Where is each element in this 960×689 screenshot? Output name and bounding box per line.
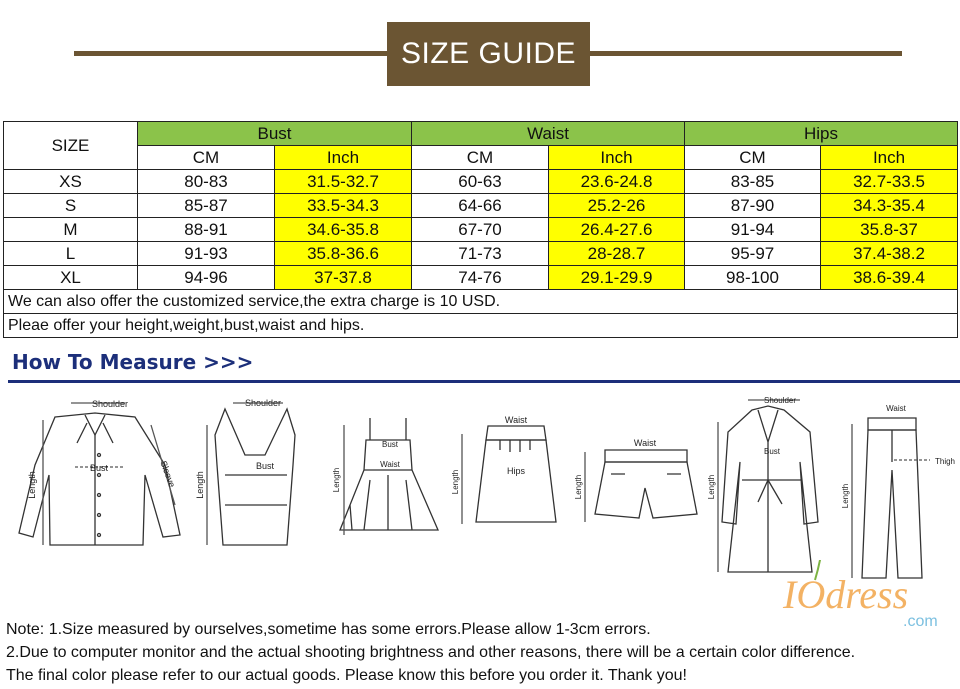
size-table (3, 121, 958, 338)
bust-cm-cell: 88-91 (138, 218, 275, 242)
bust-inch-cell: 35.8-36.6 (275, 242, 412, 266)
hips-inch-cell: 35.8-37 (821, 218, 958, 242)
note-row (4, 314, 958, 338)
bust-label: Bust (381, 440, 399, 449)
waist-cm-cell: 67-70 (412, 218, 549, 242)
waist-cm-cell: 60-63 (412, 170, 549, 194)
header-rule-left (74, 51, 387, 56)
waist-label: Waist (633, 438, 657, 448)
tank-top-diagram (195, 395, 315, 555)
unit-inch: Inch (275, 146, 412, 170)
note-line: Note: 1.Size measured by ourselves,sometime has some errors.Please allow 1-3cm errors. (6, 621, 651, 638)
hips-cm-cell: 98-100 (685, 266, 821, 290)
hips-cm-cell: 83-85 (685, 170, 821, 194)
table-row (4, 218, 958, 242)
table-row (4, 242, 958, 266)
size-cell: XS (4, 170, 138, 194)
blouse-drawing (15, 395, 185, 565)
hips-cm-cell: 87-90 (685, 194, 821, 218)
table-row (4, 194, 958, 218)
length-label: Length (195, 471, 205, 499)
hips-label: Hips (506, 466, 526, 476)
note-row (4, 290, 958, 314)
watermark-domain: .com (903, 613, 938, 630)
bust-cm-cell: 91-93 (138, 242, 275, 266)
length-label: Length (451, 469, 460, 495)
thigh-label: Thigh (934, 457, 956, 466)
bust-header: Bust (138, 122, 412, 146)
table-row (4, 170, 958, 194)
bust-label: Bust (89, 463, 109, 473)
size-cell: XL (4, 266, 138, 290)
waist-label: Waist (380, 460, 400, 469)
bust-inch-cell: 34.6-35.8 (275, 218, 412, 242)
unit-inch: Inch (821, 146, 958, 170)
waist-header: Waist (412, 122, 685, 146)
unit-cm: CM (685, 146, 821, 170)
hips-header: Hips (685, 122, 958, 146)
length-label: Length (332, 467, 341, 493)
shoulder-label: Shoulder (244, 398, 282, 408)
custom-service-note: We can also offer the customized service,the extra charge is 10 USD. (4, 290, 958, 314)
hips-inch-cell: 38.6-39.4 (821, 266, 958, 290)
table-unit-row (4, 146, 958, 170)
sleeve-label: Sleeve (158, 459, 178, 489)
shoulder-label: Shoulder (91, 399, 129, 409)
size-cell: S (4, 194, 138, 218)
dress-diagram (330, 410, 440, 550)
notes-block (6, 618, 958, 687)
size-cell: M (4, 218, 138, 242)
trousers-diagram (842, 400, 960, 585)
bust-inch-cell: 33.5-34.3 (275, 194, 412, 218)
length-label: Length (841, 483, 850, 509)
measurement-request-note: Pleae offer your height,weight,bust,waist and hips. (4, 314, 958, 338)
waist-cm-cell: 71-73 (412, 242, 549, 266)
note-line: 2.Due to computer monitor and the actual shooting brightness and other reasons, there will be a certain color difference. (6, 644, 856, 661)
table-row (4, 266, 958, 290)
shorts-diagram (575, 432, 700, 532)
bust-inch-cell: 31.5-32.7 (275, 170, 412, 194)
waist-label: Waist (886, 404, 906, 413)
waist-inch-cell: 26.4-27.6 (549, 218, 685, 242)
hips-inch-cell: 34.3-35.4 (821, 194, 958, 218)
hips-cm-cell: 91-94 (685, 218, 821, 242)
waist-inch-cell: 23.6-24.8 (549, 170, 685, 194)
hips-inch-cell: 37.4-38.2 (821, 242, 958, 266)
blouse-diagram (15, 395, 185, 565)
waist-inch-cell: 28-28.7 (549, 242, 685, 266)
skirt-diagram (450, 412, 560, 542)
how-to-measure-title: How To Measure >>> (12, 350, 254, 374)
size-guide-title: SIZE GUIDE (387, 22, 590, 86)
waist-cm-cell: 74-76 (412, 266, 549, 290)
bust-label: Bust (763, 447, 781, 456)
size-column-header: SIZE (4, 122, 138, 170)
length-label: Length (574, 474, 583, 500)
hips-inch-cell: 32.7-33.5 (821, 170, 958, 194)
note-line: The final color please refer to our actual goods. Please know this before you order it. Thank you! (6, 667, 687, 684)
how-to-measure-rule (8, 380, 960, 383)
bust-cm-cell: 80-83 (138, 170, 275, 194)
header-rule-right (590, 51, 902, 56)
unit-cm: CM (138, 146, 275, 170)
waist-cm-cell: 64-66 (412, 194, 549, 218)
shoulder-label: Shoulder (763, 396, 797, 405)
bust-cm-cell: 85-87 (138, 194, 275, 218)
unit-inch: Inch (549, 146, 685, 170)
bust-cm-cell: 94-96 (138, 266, 275, 290)
hips-cm-cell: 95-97 (685, 242, 821, 266)
bust-label: Bust (255, 461, 275, 471)
bust-inch-cell: 37-37.8 (275, 266, 412, 290)
table-header-row (4, 122, 958, 146)
size-cell: L (4, 242, 138, 266)
watermark-brand: IOdress (783, 572, 909, 617)
length-label: Length (707, 474, 716, 500)
unit-cm: CM (412, 146, 549, 170)
length-label: Length (27, 471, 37, 499)
waist-inch-cell: 29.1-29.9 (549, 266, 685, 290)
waist-label: Waist (504, 415, 528, 425)
waist-inch-cell: 25.2-26 (549, 194, 685, 218)
coat-diagram (708, 392, 833, 582)
